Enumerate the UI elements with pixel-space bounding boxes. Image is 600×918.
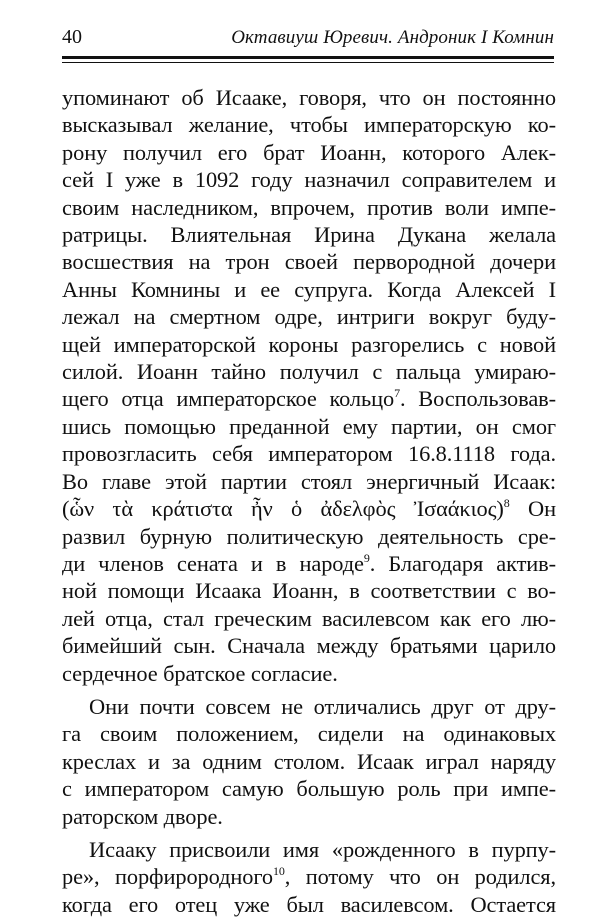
text-fragment: . Благодаря актив- (369, 550, 557, 576)
text-line-with-footnote (62, 863, 556, 890)
text-line: га своим положением, сидели на одинаковых (62, 721, 556, 747)
page-header (62, 26, 554, 48)
text-line: Исааку присвоили имя «рожденного в пурпу- (89, 836, 556, 862)
text-fragment: ди членов сената и в народе (62, 550, 364, 576)
footnote-marker: 7 (394, 386, 400, 401)
text-line-with-footnote (62, 385, 556, 412)
text-line: упоминают об Исааке, говоря, что он постоянно (62, 85, 556, 110)
text-line: высказывал желание, чтобы императорскую ко- (62, 112, 556, 138)
paragraph-2 (62, 693, 556, 830)
text-line: восшествия на трон своей первородной дочери (62, 249, 556, 275)
greek-quote: (ὧν τὰ κράτιστα ἦν ὁ ἀδελφὸς Ἰσαάκιος) (62, 496, 504, 522)
text-fragment: . Воспользовав- (399, 386, 556, 412)
text-line: ной помощи Исаака Иоанн, в соответствии с во- (62, 578, 556, 604)
text-line: Анны Комнины и ее супруга. Когда Алексей I (62, 276, 556, 302)
running-title: Октавиуш Юревич. Андроник I Комнин (231, 27, 554, 48)
text-line: лей отца, стал греческим василевсом как его лю- (62, 605, 556, 631)
greek-quote-line (62, 495, 556, 522)
footnote-marker: 9 (363, 550, 370, 565)
text-line-with-footnote (62, 550, 556, 577)
text-line: шись помощью преданной ему партии, он смог (62, 413, 556, 439)
text-line: рону получил его брат Иоанн, которого Алек- (62, 139, 556, 165)
text-line: провозгласить себя императором 16.8.1118 года. (62, 441, 556, 467)
page-number: 40 (62, 26, 82, 48)
text-line: силой. Иоанн тайно получил с пальца умираю- (62, 359, 556, 385)
text-line: щей императорской короны разгорелись с новой (62, 331, 556, 357)
text-line: когда его отец уже был василевсом. Остается (62, 891, 556, 917)
footnote-marker: 8 (503, 496, 510, 511)
text-fragment: Он (509, 496, 556, 522)
text-fragment: ре», порфирородного (62, 864, 273, 890)
text-line: ратрицы. Влиятельная Ирина Дукана желала (62, 222, 556, 248)
text-fragment: , потому что он родился, (284, 864, 556, 890)
paragraph-3 (62, 836, 556, 918)
paragraph-1 (62, 84, 556, 687)
text-line: раторском дворе. (62, 803, 223, 829)
text-line: бимейший сын. Сначала между братьями царило (62, 633, 556, 659)
text-line: креслах и за одним столом. Исаак играл наряду (62, 748, 556, 774)
header-rule-thin (62, 62, 554, 63)
footnote-marker: 10 (272, 864, 285, 879)
text-line: своим наследником, впрочем, против воли импе- (62, 194, 556, 220)
text-line: лежал на смертном одре, интриги вокруг буду- (62, 304, 556, 330)
text-line: сей I уже в 1092 году назначил соправителем и (62, 167, 556, 193)
text-line: Они почти совсем не отличались друг от дру- (89, 693, 556, 719)
page-body (62, 84, 556, 918)
text-line: развил бурную политическую деятельность сре- (62, 523, 556, 549)
text-fragment: щего отца императорское кольцо (62, 386, 395, 412)
header-rule-thick (62, 56, 554, 59)
text-line: сердечное братское согласие. (62, 660, 338, 686)
text-line: Во главе этой партии стоял энергичный Исаак: (62, 468, 556, 494)
text-line: с императором самую большую роль при импе- (62, 776, 556, 802)
